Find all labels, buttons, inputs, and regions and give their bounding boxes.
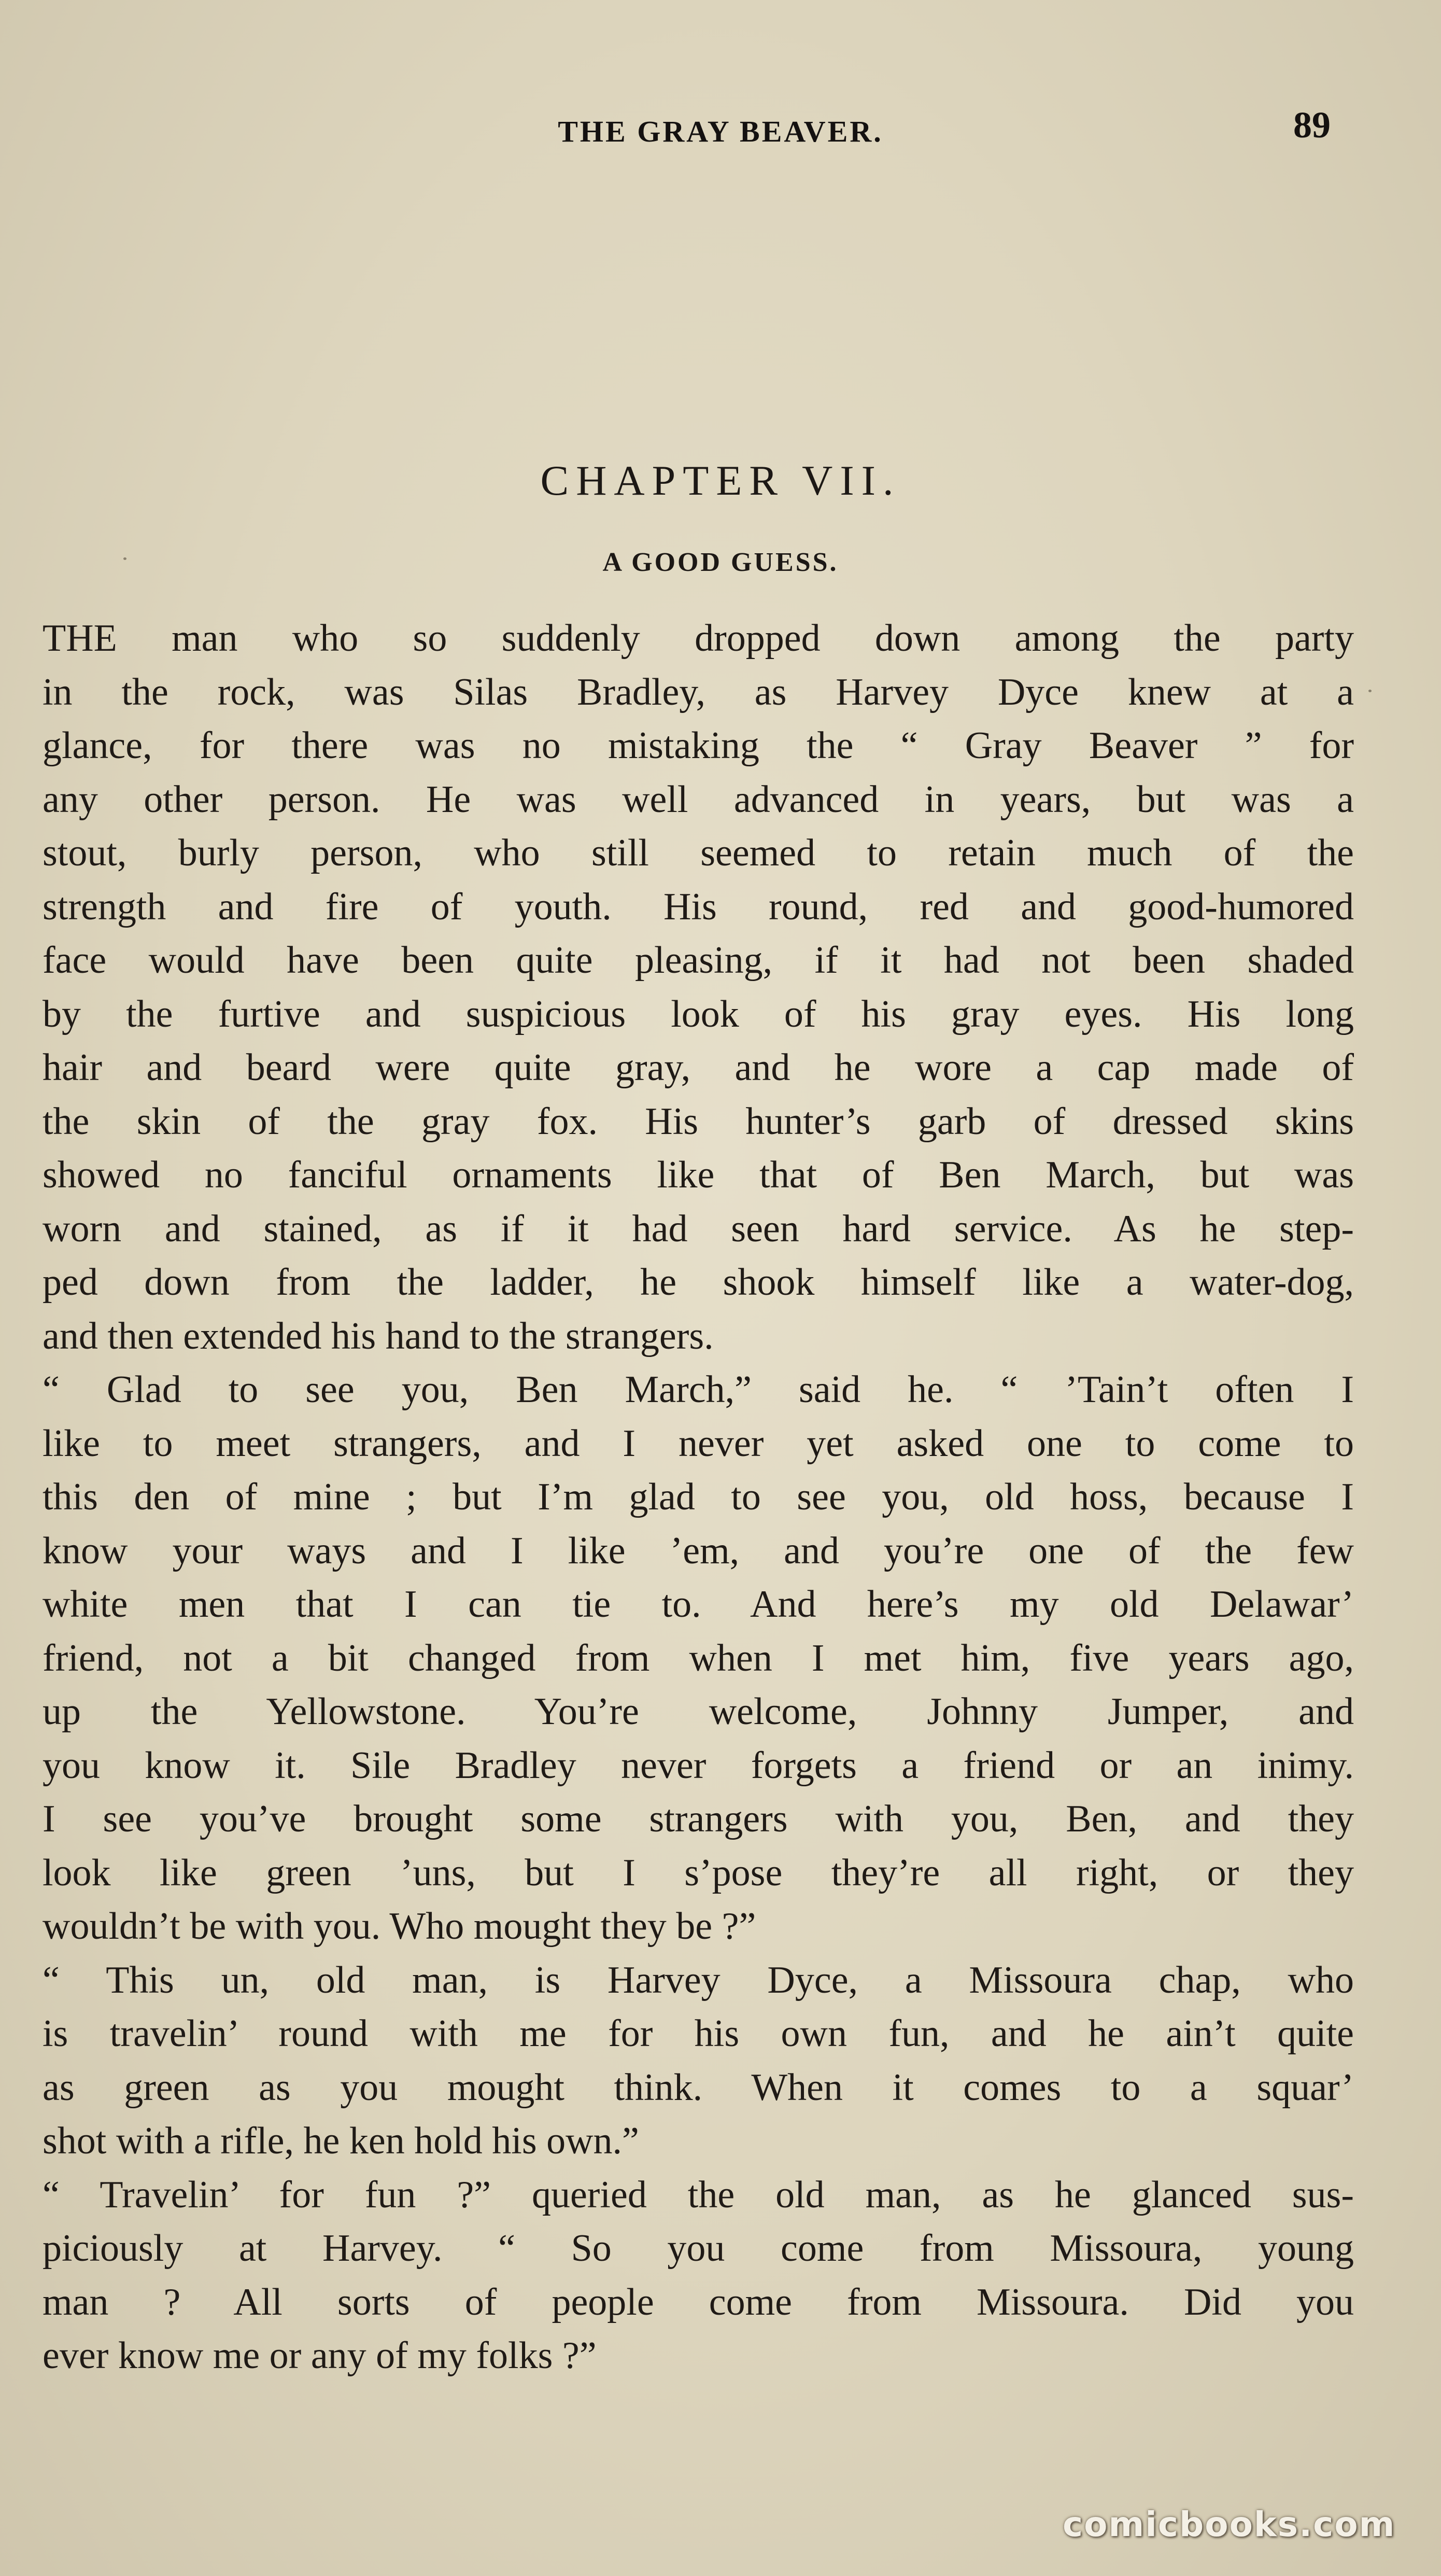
page-number: 89 xyxy=(1293,104,1331,146)
text-line: and then extended his hand to the strangers. xyxy=(43,1314,714,1357)
text-line: up the Yellowstone. You’re welcome, Johnny Jumper, and xyxy=(43,1690,1354,1733)
text-line: face would have been quite pleasing, if it had not been shaded xyxy=(43,939,1354,982)
text-line: glance, for there was no mistaking the “ Gray Beaver ” for xyxy=(43,724,1354,767)
text-line: by the furtive and suspicious look of his gray eyes. His long xyxy=(43,992,1354,1035)
text-line: THE man who so suddenly dropped down among the party xyxy=(43,617,1354,660)
text-line: stout, burly person, who still seemed to retain much of the xyxy=(43,832,1354,874)
text-line: in the rock, was Silas Bradley, as Harvey Dyce knew at a xyxy=(43,670,1354,713)
text-line: this den of mine ; but I’m glad to see you, old hoss, because I xyxy=(43,1476,1354,1518)
text-line: ped down from the ladder, he shook himself like a water-dog, xyxy=(43,1261,1354,1304)
text-line: I see you’ve brought some strangers with you, Ben, and they xyxy=(43,1798,1354,1840)
watermark: comicbooks.com xyxy=(1063,2504,1396,2544)
running-head: THE GRAY BEAVER. xyxy=(558,115,883,148)
text-line: friend, not a bit changed from when I met him, five years ago, xyxy=(43,1636,1354,1679)
chapter-title: CHAPTER VII. xyxy=(540,457,901,504)
body-text xyxy=(43,612,1354,2383)
text-line: piciously at Harvey. “ So you come from Missoura, young xyxy=(43,2227,1354,2270)
text-line: any other person. He was well advanced in years, but was a xyxy=(43,778,1354,821)
text-line: “ Glad to see you, Ben March,” said he. “ ’Tain’t often I xyxy=(43,1368,1354,1411)
text-line: the skin of the gray fox. His hunter’s garb of dressed skins xyxy=(43,1100,1354,1143)
ink-speck xyxy=(1368,690,1372,692)
text-line: strength and fire of youth. His round, red and good-humored xyxy=(43,885,1354,928)
text-line: hair and beard were quite gray, and he wore a cap made of xyxy=(43,1046,1354,1089)
text-line: is travelin’ round with me for his own fun, and he ain’t quite xyxy=(43,2012,1354,2055)
text-line: “ Travelin’ for fun ?” queried the old man, as he glanced sus- xyxy=(43,2173,1354,2216)
text-line: showed no fanciful ornaments like that of Ben March, but was xyxy=(43,1154,1354,1196)
text-line: shot with a rifle, he ken hold his own.” xyxy=(43,2120,639,2162)
ink-speck xyxy=(123,557,126,560)
chapter-subtitle: A GOOD GUESS. xyxy=(602,548,839,577)
text-line: man ? All sorts of people come from Missoura. Did you xyxy=(43,2280,1354,2323)
text-line: you know it. Sile Bradley never forgets a friend or an inimy. xyxy=(43,1744,1354,1787)
text-line: white men that I can tie to. And here’s my old Delawar’ xyxy=(43,1583,1354,1626)
text-line: like to meet strangers, and I never yet asked one to come to xyxy=(43,1422,1354,1465)
text-line: wouldn’t be with you. Who mought they be ?” xyxy=(43,1905,756,1948)
text-line: worn and stained, as if it had seen hard service. As he step- xyxy=(43,1207,1354,1250)
text-line: ever know me or any of my folks ?” xyxy=(43,2334,597,2377)
text-line: “ This un, old man, is Harvey Dyce, a Missoura chap, who xyxy=(43,1958,1354,2001)
text-line: know your ways and I like ’em, and you’re one of the few xyxy=(43,1529,1354,1572)
text-line: as green as you mought think. When it comes to a squar’ xyxy=(43,2066,1354,2109)
text-line: look like green ’uns, but I s’pose they’re all right, or they xyxy=(43,1851,1354,1894)
